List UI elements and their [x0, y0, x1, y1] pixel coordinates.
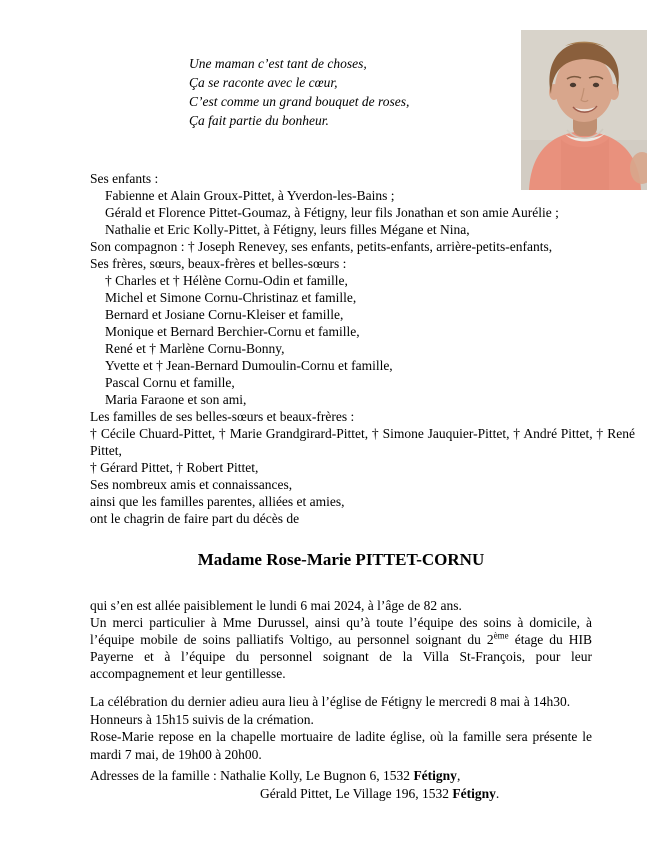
family-line: René et † Marlène Cornu-Bonny,: [105, 341, 285, 356]
thanks-text-pre: Un merci particulier à Mme Durussel, ainsi qu’à toute l’équipe des soins à domicile, à l’équipe mobile de soins palliatifs Voltigo, au personnel soignant du 2: [90, 615, 592, 647]
address-text: Adresses de la famille : Nathalie Kolly, Le Bugnon 6, 1532: [90, 768, 414, 783]
family-line: Son compagnon : † Joseph Renevey, ses enfants, petits-enfants, arrière-petits-enfants,: [90, 239, 553, 254]
funeral-line: La célébration du dernier adieu aura lieu à l’église de Fétigny le mercredi 8 mai à 14h30.: [90, 694, 571, 709]
family-addresses: [90, 767, 592, 802]
funeral-info: [90, 693, 592, 763]
family-line: Les familles de ses belles-sœurs et beaux-frères :: [90, 409, 355, 424]
address-line-2: [90, 785, 592, 803]
thanks-paragraph: [90, 614, 592, 682]
family-line: Bernard et Josiane Cornu-Kleiser et famille,: [105, 307, 344, 322]
death-note: qui s’en est allée paisiblement le lundi 6 mai 2024, à l’âge de 82 ans.: [90, 598, 462, 613]
address-line-1: [90, 767, 592, 785]
family-line: ont le chagrin de faire part du décès de: [90, 511, 300, 526]
family-line: Fabienne et Alain Groux-Pittet, à Yverdon-les-Bains ;: [105, 188, 395, 203]
family-line: Yvette et † Jean-Bernard Dumoulin-Cornu et famille,: [105, 358, 393, 373]
thanks-superscript: ème: [493, 630, 509, 641]
family-line: Maria Faraone et son ami,: [105, 392, 247, 407]
family-list: [90, 170, 635, 527]
family-line: † Charles et † Hélène Cornu-Odin et famille,: [105, 273, 348, 288]
family-line: Ses frères, sœurs, beaux-frères et belles-sœurs :: [90, 256, 347, 271]
family-line: Gérald et Florence Pittet-Goumaz, à Fétigny, leur fils Jonathan et son amie Aurélie ;: [105, 205, 559, 220]
family-line: ainsi que les familles parentes, alliées et amies,: [90, 494, 345, 509]
address-town-bold: Fétigny: [452, 785, 496, 801]
funeral-line: Rose-Marie repose en la chapelle mortuaire de ladite église, où la famille sera présente le mardi 7 mai, de 19h00 à 20h00.: [90, 729, 592, 762]
family-line: Michel et Simone Cornu-Christinaz et famille,: [105, 290, 357, 305]
family-line: Ses enfants :: [90, 171, 159, 186]
family-line: Pascal Cornu et famille,: [105, 375, 235, 390]
thanks-text-post: étage du HIB Payerne et à l’équipe du personnel soignant de la Villa St-François, pour leur accompagnement et leur gentillesse.: [90, 632, 592, 681]
poem-line: C’est comme un grand bouquet de roses,: [189, 94, 410, 109]
address-text: Gérald Pittet, Le Village 196, 1532: [260, 785, 453, 801]
family-line: † Gérard Pittet, † Robert Pittet,: [90, 460, 259, 475]
family-line: Nathalie et Eric Kolly-Pittet, à Fétigny, leurs filles Mégane et Nina,: [105, 222, 470, 237]
family-line: Ses nombreux amis et connaissances,: [90, 477, 293, 492]
address-text: .: [495, 785, 500, 801]
poem-line: Ça se raconte avec le cœur,: [189, 75, 338, 90]
deceased-name: Madame Rose-Marie PITTET-CORNU: [197, 550, 485, 569]
poem-line: Ça fait partie du bonheur.: [189, 113, 329, 128]
funeral-line: Honneurs à 15h15 suivis de la crémation.: [90, 711, 314, 727]
family-line: Monique et Bernard Berchier-Cornu et famille,: [105, 324, 360, 339]
poem: [189, 54, 592, 130]
family-line: † Cécile Chuard-Pittet, † Marie Grandgirard-Pittet, † Simone Jauquier-Pittet, † André Pittet, † René Pittet,: [90, 426, 635, 458]
text-column: [90, 0, 635, 802]
address-text: ,: [456, 768, 461, 783]
photo-eye-right: [593, 83, 599, 87]
address-town-bold: Fétigny: [413, 768, 457, 783]
poem-line: Une maman c’est tant de choses,: [189, 56, 367, 71]
